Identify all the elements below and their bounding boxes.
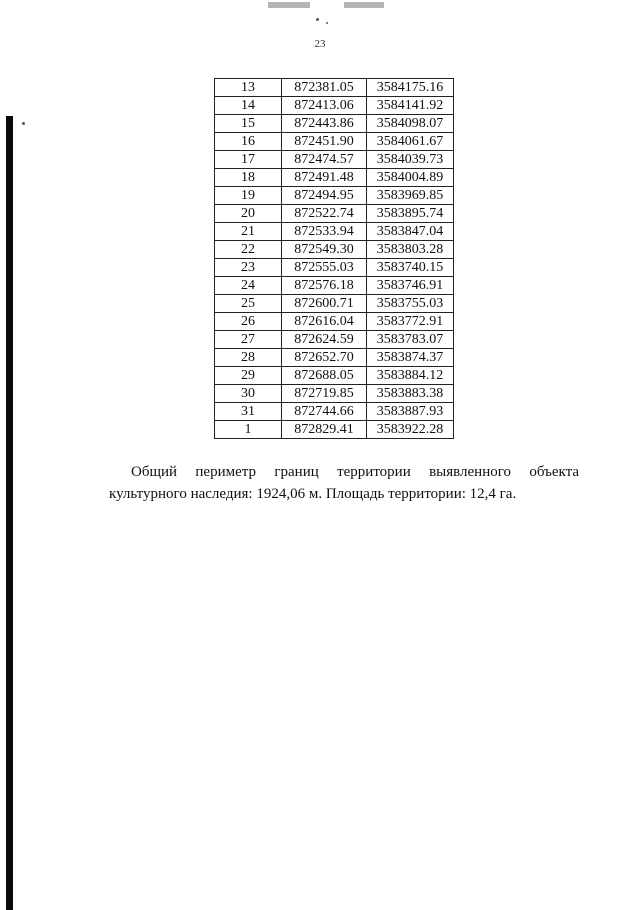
point-number-cell: 14 [215,97,282,115]
scan-speck [326,22,328,24]
table-row [215,259,454,277]
x-coordinate-cell: 872491.48 [282,169,367,187]
x-coordinate-cell: 872576.18 [282,277,367,295]
x-coordinate-cell: 872494.95 [282,187,367,205]
table-row [215,223,454,241]
page-number: 23 [314,38,326,50]
table-row [215,295,454,313]
table-row [215,385,454,403]
point-number-cell: 1 [215,421,282,439]
y-coordinate-cell: 3583884.12 [367,367,454,385]
coordinates-table [214,78,454,439]
y-coordinate-cell: 3584039.73 [367,151,454,169]
scan-smudge [268,2,310,8]
x-coordinate-cell: 872600.71 [282,295,367,313]
point-number-cell: 25 [215,295,282,313]
x-coordinate-cell: 872474.57 [282,151,367,169]
point-number-cell: 15 [215,115,282,133]
table-row [215,421,454,439]
point-number-cell: 13 [215,79,282,97]
point-number-cell: 31 [215,403,282,421]
x-coordinate-cell: 872719.85 [282,385,367,403]
point-number-cell: 30 [215,385,282,403]
x-coordinate-cell: 872829.41 [282,421,367,439]
point-number-cell: 27 [215,331,282,349]
y-coordinate-cell: 3583803.28 [367,241,454,259]
table-row [215,277,454,295]
y-coordinate-cell: 3583746.91 [367,277,454,295]
scan-edge-bar [6,116,13,910]
y-coordinate-cell: 3584175.16 [367,79,454,97]
y-coordinate-cell: 3583887.93 [367,403,454,421]
y-coordinate-cell: 3584141.92 [367,97,454,115]
point-number-cell: 28 [215,349,282,367]
table-row [215,151,454,169]
point-number-cell: 23 [215,259,282,277]
y-coordinate-cell: 3583783.07 [367,331,454,349]
table-row [215,169,454,187]
scan-speck [22,122,25,125]
summary-paragraph [109,461,579,505]
x-coordinate-cell: 872555.03 [282,259,367,277]
y-coordinate-cell: 3583847.04 [367,223,454,241]
table-row [215,241,454,259]
y-coordinate-cell: 3583740.15 [367,259,454,277]
x-coordinate-cell: 872443.86 [282,115,367,133]
x-coordinate-cell: 872616.04 [282,313,367,331]
y-coordinate-cell: 3584098.07 [367,115,454,133]
point-number-cell: 29 [215,367,282,385]
x-coordinate-cell: 872451.90 [282,133,367,151]
y-coordinate-cell: 3583874.37 [367,349,454,367]
point-number-cell: 20 [215,205,282,223]
table-row [215,115,454,133]
y-coordinate-cell: 3583895.74 [367,205,454,223]
y-coordinate-cell: 3583922.28 [367,421,454,439]
y-coordinate-cell: 3584004.89 [367,169,454,187]
x-coordinate-cell: 872624.59 [282,331,367,349]
point-number-cell: 21 [215,223,282,241]
point-number-cell: 16 [215,133,282,151]
point-number-cell: 24 [215,277,282,295]
table-row [215,367,454,385]
x-coordinate-cell: 872522.74 [282,205,367,223]
x-coordinate-cell: 872533.94 [282,223,367,241]
scan-speck [316,18,319,21]
table-row [215,313,454,331]
x-coordinate-cell: 872688.05 [282,367,367,385]
summary-line-2: культурного наследия: 1924,06 м. Площадь территории: 12,4 га. [109,486,517,502]
table-row [215,187,454,205]
table-row [215,331,454,349]
x-coordinate-cell: 872413.06 [282,97,367,115]
y-coordinate-cell: 3584061.67 [367,133,454,151]
x-coordinate-cell: 872549.30 [282,241,367,259]
table-row [215,403,454,421]
table-row [215,133,454,151]
point-number-cell: 19 [215,187,282,205]
x-coordinate-cell: 872652.70 [282,349,367,367]
coordinates-table-body [215,79,454,439]
table-row [215,79,454,97]
point-number-cell: 26 [215,313,282,331]
point-number-cell: 18 [215,169,282,187]
summary-line-1: Общий периметр границ территории выявленного объекта [131,464,579,480]
point-number-cell: 17 [215,151,282,169]
x-coordinate-cell: 872381.05 [282,79,367,97]
x-coordinate-cell: 872744.66 [282,403,367,421]
y-coordinate-cell: 3583772.91 [367,313,454,331]
table-row [215,349,454,367]
y-coordinate-cell: 3583969.85 [367,187,454,205]
table-row [215,205,454,223]
scan-smudge [344,2,384,8]
y-coordinate-cell: 3583755.03 [367,295,454,313]
y-coordinate-cell: 3583883.38 [367,385,454,403]
table-row [215,97,454,115]
point-number-cell: 22 [215,241,282,259]
